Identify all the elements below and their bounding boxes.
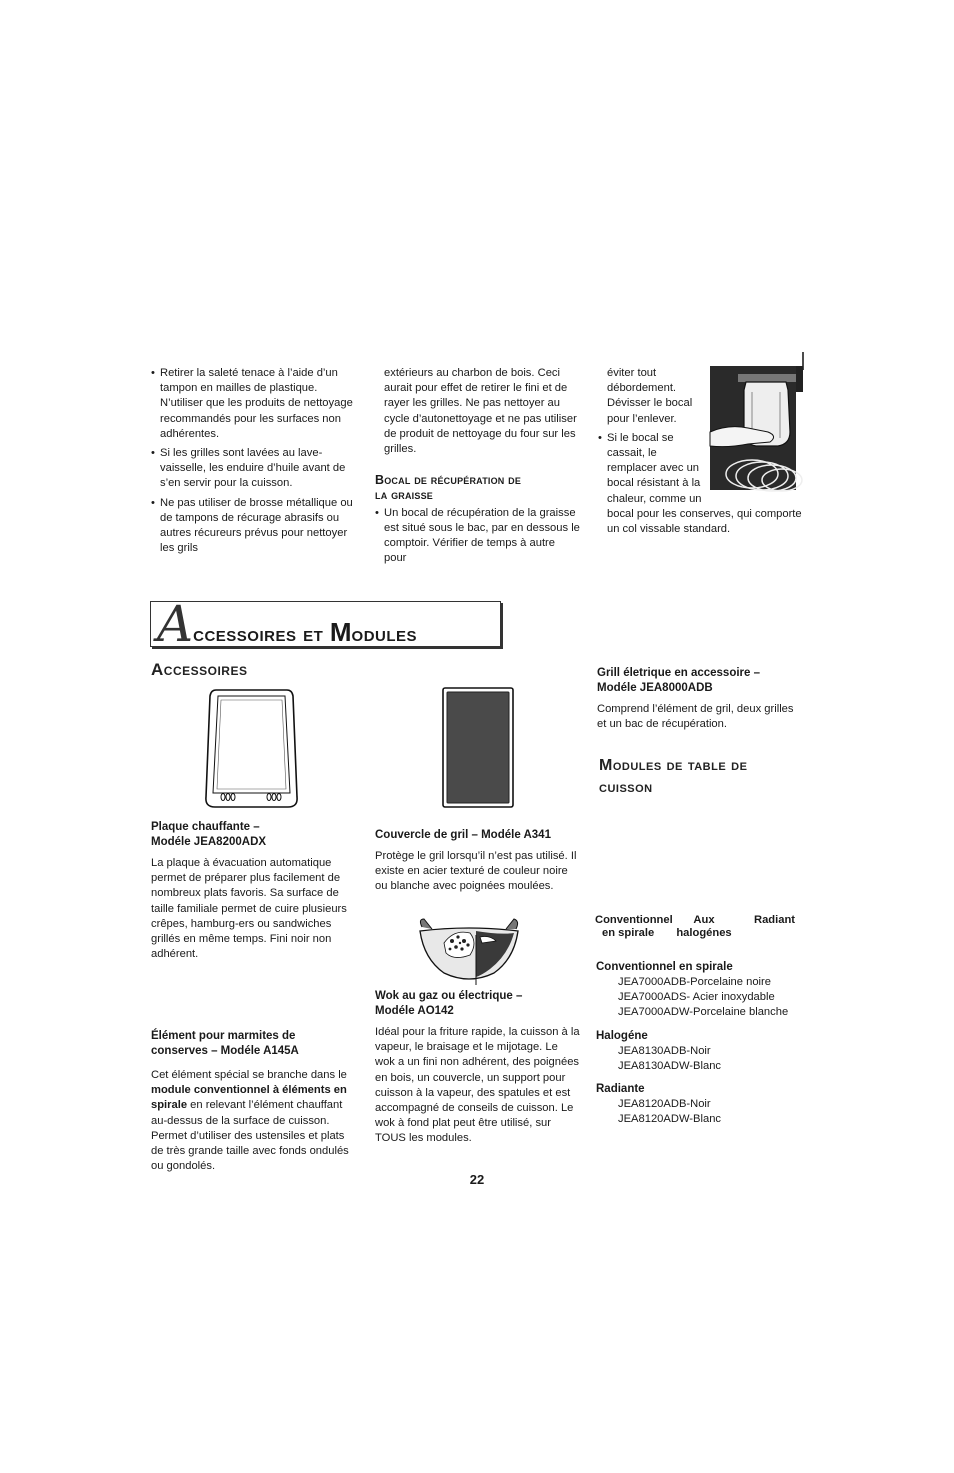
grill-cover-illustration <box>442 687 514 808</box>
section-title <box>157 595 418 653</box>
text-run: Cet élément spécial se branche dans le <box>151 1069 347 1081</box>
model-item: JEA7000ADB-Porcelaine noire <box>618 976 771 988</box>
model-item: JEA8130ADW-Blanc <box>618 1059 722 1072</box>
grease-heading <box>375 473 580 503</box>
item-title: Modéle JEA8200ADX <box>151 836 267 848</box>
label-line: Conventionnel <box>595 914 673 926</box>
item-title: Wok au gaz ou électrique – <box>375 990 523 1002</box>
grease-bullets <box>375 506 580 567</box>
bullet-item: • Ne pas utiliser de brosse métallique ou de tampons de récurage abrasifs ou autres récureurs prévus pour nettoyer les grils <box>151 496 356 557</box>
item-title: conserves – Modéle A145A <box>151 1045 299 1057</box>
cover-block <box>375 828 580 895</box>
module-label-radiant: Radiant <box>754 914 796 926</box>
item-title: Couvercle de gril – Modéle A341 <box>375 829 551 841</box>
model-item: JEA8130ADB-Noir <box>618 1044 711 1057</box>
group-title: Conventionnel en spirale <box>596 961 733 973</box>
item-description: Protège le gril lorsqu’il n’est pas utilisé. Il existe en acier texturé de couleur noire ou blanche avec poignées moulées. <box>375 850 577 893</box>
text-run-bold: module conventionnel à éléments en spirale <box>151 1084 347 1112</box>
model-item: JEA8120ADB-Noir <box>618 1098 711 1111</box>
bullet-item: • Si les grilles sont lavées au lave-vaisselle, les enduire d’huile avant de s’en servir pour la cuisson. <box>151 446 356 492</box>
text-run: en relevant l’élément chauffant au-dessus de la surface de cuisson. Permet d’utiliser des ustensiles et plats de très grande taille avec fonds ondulés ou gondolés. <box>151 1099 349 1173</box>
item-description: La plaque à évacuation automatique permet de préparer plus facilement de nombreux plats favoris. Sa surface de taille familiale permet de cuire plusieurs crêpes, hamburg-ers ou sandwiches grillés en même temps. Fini noir non adhérent. <box>151 857 347 961</box>
grill-block <box>597 666 802 732</box>
item-title: Élément pour marmites de <box>151 1030 296 1042</box>
module-label-conventional <box>595 914 671 940</box>
heading-line: la graisse <box>375 488 433 503</box>
cleaning-col3 <box>598 366 704 507</box>
wok-illustration <box>410 915 528 987</box>
modules-list <box>596 960 806 1127</box>
wok-block <box>375 989 580 1147</box>
item-description: Comprend l’élément de gril, deux grilles et un bac de récupération. <box>597 703 794 731</box>
modules-heading <box>599 755 747 799</box>
model-item: JEA8120ADW-Blanc <box>618 1113 722 1126</box>
module-label-halogen <box>672 914 736 940</box>
paragraph: éviter tout débordement. Dévisser le bocal pour l’enlever. <box>607 367 693 425</box>
heading-line: Bocal de récupération de <box>375 473 522 488</box>
item-description <box>151 1068 357 1174</box>
section-title-box <box>150 595 501 653</box>
title-initial: A <box>157 595 194 653</box>
item-title: Modéle AO142 <box>375 1005 454 1017</box>
group-title: Radiante <box>596 1083 645 1096</box>
paragraph: bocal pour les conserves, qui comporte un col vissable standard. <box>607 508 802 536</box>
canning-block <box>151 1029 357 1174</box>
paragraph: extérieurs au charbon de bois. Ceci aurait pour effet de retirer le fini et de rayer les grilles. Ne pas nettoyer au cycle d’autonettoyage et ne pas utiliser de produit de nettoyage du four sur les grilles. <box>384 367 577 456</box>
item-title: Grill életrique en accessoire – <box>597 667 760 679</box>
label-line: en spirale <box>602 927 655 939</box>
griddle-block <box>151 820 357 962</box>
griddle-illustration <box>204 687 299 812</box>
group-title: Halogéne <box>596 1029 648 1042</box>
cleaning-col1 <box>151 366 356 560</box>
page-number: 22 <box>469 1172 485 1187</box>
jar-bullets <box>598 431 704 507</box>
bullet-item: • Si le bocal se cassait, le remplacer avec un bocal résistant à la chaleur, comme un <box>598 431 704 507</box>
title-text: ccessoires et <box>193 621 330 646</box>
heading-line: cuisson <box>599 779 653 796</box>
model-item: JEA7000ADW-Porcelaine blanche <box>618 1006 789 1019</box>
title-text: odules <box>351 621 418 646</box>
item-description: Idéal pour la friture rapide, la cuisson à la vapeur, le braisage et le mijotage. Le wok a un fini non adhérent, des poignées en bois, un couvercle, un support pour cuisson à la vapeur, des spatules et est accompagné de conseils de cuisson. Le wok à fond plat peut être utilisé, sur TOUS les modules. <box>375 1026 580 1145</box>
heading-line: Modules de table de <box>599 757 748 774</box>
item-title: Plaque chauffante – <box>151 821 260 833</box>
model-item: JEA7000ADS- Acier inoxydable <box>618 991 775 1004</box>
cleaning-col2 <box>375 366 580 570</box>
bullet-item: • Un bocal de récupération de la graisse est situé sous le bac, par en dessous le comptoir. Vérifier de temps à autre pour <box>375 506 580 567</box>
cleaning-bullets <box>151 366 356 556</box>
item-title: Modéle JEA8000ADB <box>597 682 713 694</box>
bullet-item: • Retirer la saleté tenace à l’aide d’un tampon en mailles de plastique. N’utiliser que les produits de nettoyage recommandés pour les surfaces non adhérentes. <box>151 366 356 442</box>
title-cap: M <box>329 617 352 647</box>
label-line: Aux <box>693 914 715 926</box>
accessories-heading: Accessoires <box>151 660 248 679</box>
grease-jar-illustration <box>708 352 806 492</box>
label-line: halogénes <box>676 927 732 939</box>
